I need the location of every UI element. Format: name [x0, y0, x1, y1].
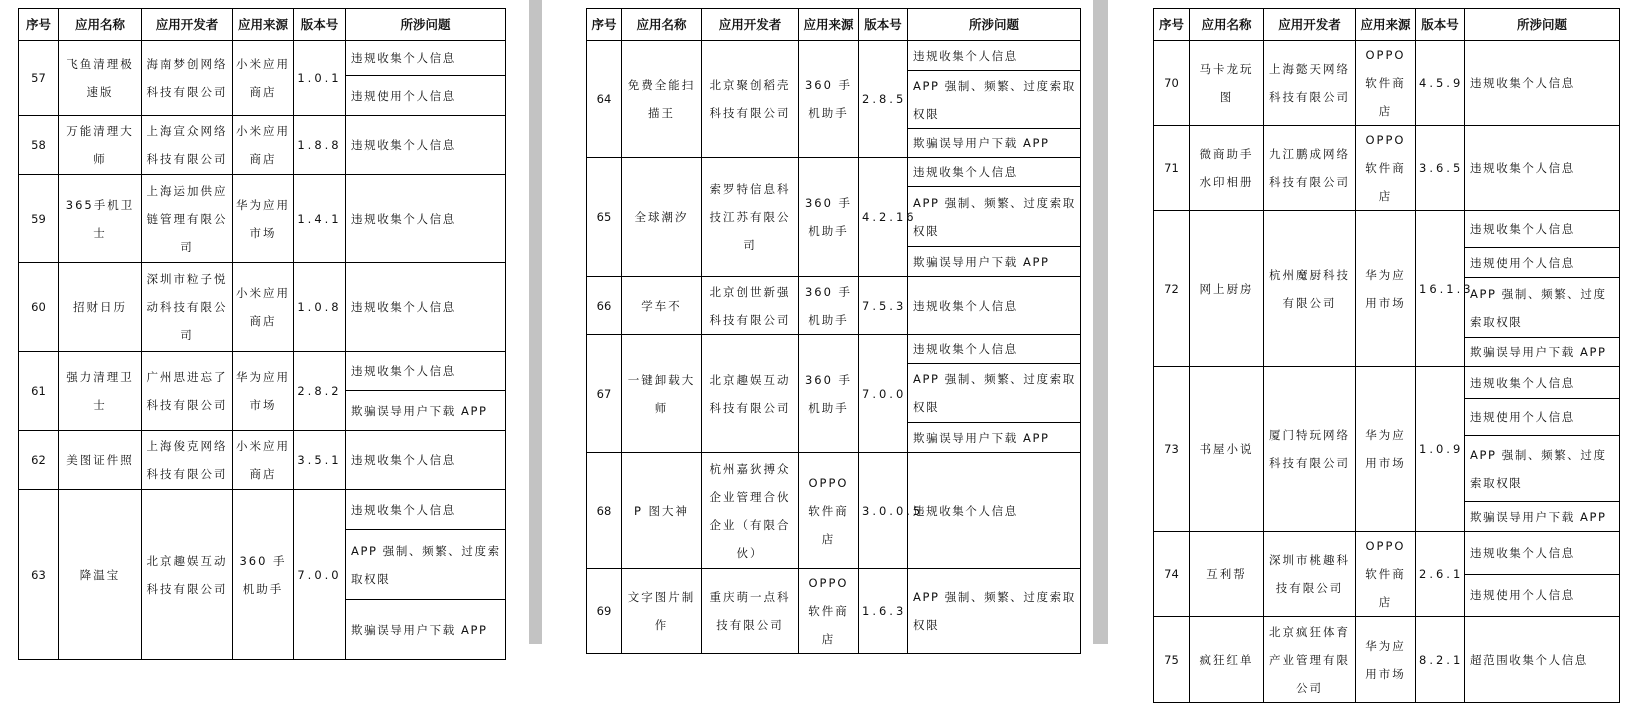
issue-cell: 违规收集个人信息 — [908, 453, 1081, 569]
app-name-cell: 招财日历 — [59, 263, 142, 352]
column-header: 应用名称 — [622, 9, 702, 41]
app-name-cell: 文字图片制作 — [622, 569, 702, 654]
version-cell: 1.0.9 — [1416, 367, 1465, 532]
table-row — [19, 490, 506, 530]
serial-number-cell: 71 — [1154, 126, 1190, 211]
app-name-cell: 万能清理大师 — [59, 116, 142, 175]
serial-number-cell: 61 — [19, 352, 59, 431]
app-name-cell: 学车不 — [622, 277, 702, 335]
issue-cell: APP 强制、频繁、过度索取权限 — [1465, 278, 1620, 338]
version-cell: 2.8.2 — [294, 352, 346, 431]
table-row — [1154, 367, 1620, 399]
table-row — [587, 41, 1081, 71]
app-name-cell: 马卡龙玩图 — [1190, 41, 1264, 126]
column-header: 所涉问题 — [1465, 9, 1620, 41]
column-header: 版本号 — [1416, 9, 1465, 41]
table-row — [1154, 41, 1620, 126]
version-cell: 4.2.16 — [859, 158, 908, 277]
source-cell: OPPO 软件商店 — [799, 453, 859, 569]
version-cell: 1.0.1 — [294, 41, 346, 116]
issue-cell: 欺骗误导用户下载 APP — [1465, 502, 1620, 532]
source-cell: OPPO 软件商店 — [1356, 126, 1416, 211]
issue-cell: 违规收集个人信息 — [346, 116, 506, 175]
serial-number-cell: 74 — [1154, 532, 1190, 617]
issue-cell: 违规收集个人信息 — [1465, 126, 1620, 211]
table-row — [587, 158, 1081, 187]
column-header: 应用名称 — [59, 9, 142, 41]
table-header-row — [1154, 9, 1620, 41]
serial-number-cell: 70 — [1154, 41, 1190, 126]
page-gap — [1093, 0, 1108, 644]
column-header: 序号 — [19, 9, 59, 41]
source-cell: OPPO 软件商店 — [1356, 41, 1416, 126]
table-row — [19, 175, 506, 263]
serial-number-cell: 68 — [587, 453, 622, 569]
source-cell: OPPO 软件商店 — [1356, 532, 1416, 617]
issue-cell: APP 强制、频繁、过度索取权限 — [908, 569, 1081, 654]
app-name-cell: 飞鱼清理极速版 — [59, 41, 142, 116]
source-cell: 小米应用商店 — [233, 431, 294, 490]
table-header-row — [587, 9, 1081, 41]
version-cell: 2.6.1 — [1416, 532, 1465, 617]
table-row — [1154, 532, 1620, 575]
issue-cell: 欺骗误导用户下载 APP — [908, 129, 1081, 158]
column-header: 所涉问题 — [346, 9, 506, 41]
page-gap — [529, 0, 542, 644]
issue-cell: 违规收集个人信息 — [908, 335, 1081, 364]
developer-cell: 北京趣娱互动科技有限公司 — [142, 490, 233, 660]
column-header: 应用来源 — [799, 9, 859, 41]
column-header: 版本号 — [859, 9, 908, 41]
issue-cell: 违规收集个人信息 — [346, 431, 506, 490]
developer-cell: 上海运加供应链管理有限公司 — [142, 175, 233, 263]
version-cell: 3.0.0.5 — [859, 453, 908, 569]
column-header: 版本号 — [294, 9, 346, 41]
column-header: 应用来源 — [233, 9, 294, 41]
serial-number-cell: 58 — [19, 116, 59, 175]
version-cell: 8.2.1 — [1416, 617, 1465, 703]
app-name-cell: 全球潮汐 — [622, 158, 702, 277]
version-cell: 3.5.1 — [294, 431, 346, 490]
table-row — [587, 335, 1081, 364]
issue-cell: APP 强制、频繁、过度索取权限 — [1465, 436, 1620, 502]
version-cell: 2.8.5 — [859, 41, 908, 158]
source-cell: 华为应用市场 — [233, 352, 294, 431]
app-name-cell: 书屋小说 — [1190, 367, 1264, 532]
source-cell: 华为应用市场 — [1356, 211, 1416, 367]
column-header: 所涉问题 — [908, 9, 1081, 41]
serial-number-cell: 75 — [1154, 617, 1190, 703]
table-row — [587, 277, 1081, 335]
serial-number-cell: 57 — [19, 41, 59, 116]
version-cell: 4.5.9 — [1416, 41, 1465, 126]
issue-cell: 违规收集个人信息 — [908, 158, 1081, 187]
table-row — [1154, 617, 1620, 703]
column-header: 序号 — [587, 9, 622, 41]
serial-number-cell: 65 — [587, 158, 622, 277]
app-name-cell: 365手机卫士 — [59, 175, 142, 263]
source-cell: OPPO 软件商店 — [799, 569, 859, 654]
column-header: 应用来源 — [1356, 9, 1416, 41]
version-cell: 1.4.1 — [294, 175, 346, 263]
table-row — [19, 116, 506, 175]
issue-cell: 欺骗误导用户下载 APP — [346, 391, 506, 431]
issue-cell: 违规收集个人信息 — [346, 352, 506, 391]
developer-cell: 上海俊克网络科技有限公司 — [142, 431, 233, 490]
table-row — [19, 431, 506, 490]
developer-cell: 上海宣众网络科技有限公司 — [142, 116, 233, 175]
issue-cell: 违规使用个人信息 — [346, 76, 506, 116]
developer-cell: 上海懿天网络科技有限公司 — [1264, 41, 1356, 126]
developer-cell: 九江鹏成网络科技有限公司 — [1264, 126, 1356, 211]
source-cell: 小米应用商店 — [233, 116, 294, 175]
app-name-cell: 一键卸载大师 — [622, 335, 702, 453]
column-header: 序号 — [1154, 9, 1190, 41]
table-row — [587, 569, 1081, 654]
app-issues-table-3 — [1153, 8, 1620, 703]
issue-cell: 欺骗误导用户下载 APP — [908, 247, 1081, 277]
issue-cell: 违规使用个人信息 — [1465, 248, 1620, 278]
issue-cell: 违规收集个人信息 — [346, 41, 506, 76]
serial-number-cell: 66 — [587, 277, 622, 335]
source-cell: 360 手机助手 — [233, 490, 294, 660]
serial-number-cell: 59 — [19, 175, 59, 263]
issue-cell: APP 强制、频繁、过度索取权限 — [908, 71, 1081, 129]
serial-number-cell: 72 — [1154, 211, 1190, 367]
developer-cell: 北京趣娱互动科技有限公司 — [702, 335, 799, 453]
serial-number-cell: 73 — [1154, 367, 1190, 532]
developer-cell: 广州思进忘了科技有限公司 — [142, 352, 233, 431]
developer-cell: 杭州嘉狄搏众企业管理合伙企业（有限合伙） — [702, 453, 799, 569]
table-row — [1154, 126, 1620, 211]
app-issues-table-1 — [18, 8, 506, 660]
column-header: 应用开发者 — [142, 9, 233, 41]
issue-cell: 违规收集个人信息 — [1465, 367, 1620, 399]
table-row — [19, 263, 506, 352]
version-cell: 1.0.8 — [294, 263, 346, 352]
issue-cell: 欺骗误导用户下载 APP — [1465, 338, 1620, 367]
serial-number-cell: 62 — [19, 431, 59, 490]
issue-cell: 违规使用个人信息 — [1465, 399, 1620, 436]
app-name-cell: 降温宝 — [59, 490, 142, 660]
developer-cell: 杭州魔厨科技有限公司 — [1264, 211, 1356, 367]
issue-cell: 违规使用个人信息 — [1465, 574, 1620, 617]
app-name-cell: 美图证件照 — [59, 431, 142, 490]
serial-number-cell: 63 — [19, 490, 59, 660]
serial-number-cell: 67 — [587, 335, 622, 453]
serial-number-cell: 64 — [587, 41, 622, 158]
serial-number-cell: 69 — [587, 569, 622, 654]
column-header: 应用开发者 — [1264, 9, 1356, 41]
source-cell: 360 手机助手 — [799, 158, 859, 277]
version-cell: 1.6.3 — [859, 569, 908, 654]
developer-cell: 北京创世新强科技有限公司 — [702, 277, 799, 335]
issue-cell: 违规收集个人信息 — [908, 41, 1081, 71]
app-name-cell: 疯狂红单 — [1190, 617, 1264, 703]
developer-cell: 海南梦创网络科技有限公司 — [142, 41, 233, 116]
version-cell: 7.0.0 — [294, 490, 346, 660]
source-cell: 360 手机助手 — [799, 335, 859, 453]
version-cell: 7.5.3 — [859, 277, 908, 335]
source-cell: 小米应用商店 — [233, 41, 294, 116]
app-name-cell: 强力清理卫士 — [59, 352, 142, 431]
app-name-cell: P 图大神 — [622, 453, 702, 569]
developer-cell: 深圳市桃趣科技有限公司 — [1264, 532, 1356, 617]
table-row — [587, 453, 1081, 569]
issue-cell: 超范围收集个人信息 — [1465, 617, 1620, 703]
issue-cell: APP 强制、频繁、过度索取权限 — [908, 187, 1081, 247]
issue-cell: 违规收集个人信息 — [1465, 41, 1620, 126]
developer-cell: 厦门特玩网络科技有限公司 — [1264, 367, 1356, 532]
issue-cell: 违规收集个人信息 — [346, 490, 506, 530]
issue-cell: 违规收集个人信息 — [908, 277, 1081, 335]
source-cell: 华为应用市场 — [1356, 617, 1416, 703]
source-cell: 360 手机助手 — [799, 41, 859, 158]
issue-cell: 违规收集个人信息 — [346, 175, 506, 263]
version-cell: 7.0.0 — [859, 335, 908, 453]
app-name-cell: 网上厨房 — [1190, 211, 1264, 367]
developer-cell: 北京聚创稻壳科技有限公司 — [702, 41, 799, 158]
source-cell: 华为应用市场 — [233, 175, 294, 263]
issue-cell: 欺骗误导用户下载 APP — [908, 423, 1081, 453]
issue-cell: APP 强制、频繁、过度索取权限 — [908, 364, 1081, 423]
app-issues-table-2 — [586, 8, 1081, 654]
source-cell: 360 手机助手 — [799, 277, 859, 335]
issue-cell: APP 强制、频繁、过度索取权限 — [346, 530, 506, 600]
issue-cell: 欺骗误导用户下载 APP — [346, 600, 506, 660]
app-name-cell: 互利帮 — [1190, 532, 1264, 617]
column-header: 应用开发者 — [702, 9, 799, 41]
developer-cell: 深圳市粒子悦动科技有限公司 — [142, 263, 233, 352]
source-cell: 小米应用商店 — [233, 263, 294, 352]
version-cell: 1.8.8 — [294, 116, 346, 175]
table-row — [1154, 211, 1620, 248]
table-header-row — [19, 9, 506, 41]
version-cell: 16.1.3 — [1416, 211, 1465, 367]
source-cell: 华为应用市场 — [1356, 367, 1416, 532]
column-header: 应用名称 — [1190, 9, 1264, 41]
app-name-cell: 微商助手水印相册 — [1190, 126, 1264, 211]
table-row — [19, 352, 506, 391]
developer-cell: 北京疯狂体育产业管理有限公司 — [1264, 617, 1356, 703]
issue-cell: 违规收集个人信息 — [1465, 211, 1620, 248]
developer-cell: 索罗特信息科技江苏有限公司 — [702, 158, 799, 277]
app-name-cell: 免费全能扫描王 — [622, 41, 702, 158]
serial-number-cell: 60 — [19, 263, 59, 352]
issue-cell: 违规收集个人信息 — [346, 263, 506, 352]
developer-cell: 重庆萌一点科技有限公司 — [702, 569, 799, 654]
table-row — [19, 41, 506, 76]
issue-cell: 违规收集个人信息 — [1465, 532, 1620, 575]
version-cell: 3.6.5 — [1416, 126, 1465, 211]
